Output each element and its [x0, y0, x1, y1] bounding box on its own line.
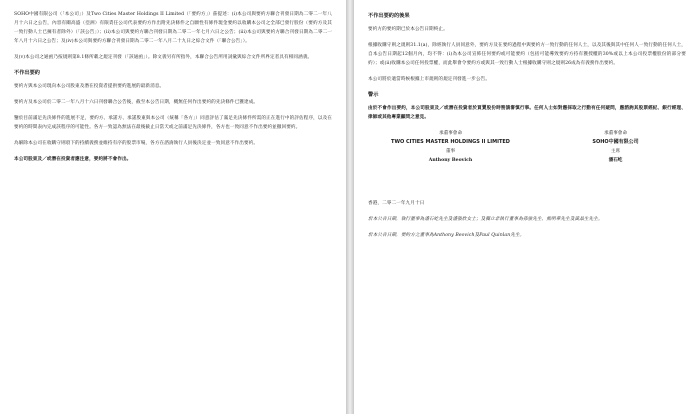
company-name: SOHO中國有限公司: [592, 139, 639, 145]
paragraph-2: 要約方及本公司於二零二一年八月十六日刊發聯合公告後，截至本公告日期，概無任何作出要約的先決條件已獲達成。: [14, 100, 259, 105]
page-gutter: [346, 0, 354, 414]
section-heading-no-offer: 不作出要約: [14, 70, 40, 76]
date-line: 香港，二零二一年九月十日: [368, 201, 425, 206]
signature-block: [368, 129, 686, 199]
warning-statement: 本公司股東及／或潛在投資者應注意，要約將不會作出。: [14, 157, 132, 162]
paragraph-further-announcement: 本公司將於適當時候根據上市規則的規定刊發進一步公告。: [368, 77, 491, 82]
signatory-name: 潘石屹: [608, 158, 623, 163]
paragraph-3: 鑒於目前滿足先決條件的進展不足，要約方、承諾方、承諾股東與本公司（統稱「各方」）同意評估了滿足先決條件所需的正在進行中的評估程序，以及在要約的時間表內完成該程序的可能性。各方一致認為無法在最後截止日當天或之前滿足先決條件，各方也一致同意不作出要約並撤回要約。: [14, 116, 332, 130]
signature-offeror: [368, 129, 533, 165]
signatory-title: 董事: [445, 149, 456, 154]
section-heading-warning: 警示: [368, 92, 379, 98]
by-order-label: 承董事會命: [604, 131, 627, 136]
paragraph-4: 為解除本公司在收購守則項下的持續義務並維持有序的股票市場，各方在諮詢執行人員後決定並一致同意不作出要約。: [14, 141, 259, 146]
right-page: [354, 0, 700, 414]
intro-paragraph-2: 及(v)本公司之通函乃按規則第8.1條所載之規定刊發（「該通函」）。除文義另有所指外，本聯合公告所用詞彙與綜合文件所界定者具有相同涵義。: [14, 55, 313, 60]
offeror-company-name: TWO CITIES MASTER HOLDINGS II LIMITED: [391, 139, 510, 145]
signatory-title: 主席: [610, 149, 621, 154]
section-heading-consequences: 不作出要約的後果: [368, 13, 410, 19]
by-order-label: 承董事會命: [439, 131, 462, 136]
paragraph-1: 要約方與本公司現向本公司股東及潛在投資者提供要約進展的最新消息。: [14, 84, 165, 89]
offeror-directors-note: 於本公告日期，要約方之董事為Anthony Beovich及Paul Quinlan先生。: [368, 233, 525, 238]
signatory-name: Anthony Beovich: [428, 158, 473, 163]
left-page: [0, 0, 346, 414]
intro-paragraph: SOHO中國有限公司（「本公司」）及Two Cities Master Holdings II Limited（「要約方」）茲提述：(i)本公司與要約方聯合刊發日期為二零二一年八月十六日之公告，內容有關高盛（亞洲）有限責任公司代表要約方作出附先決條件之自願性有條件現金要約以收購本公司之全部已發行股份（要約方及其一致行動人士已擁有者除外）（「該公告」）；(ii)本公司與要約方聯合刊發日期為二零二一年七月六日之公告；(iii)本公司與要約方聯合刊發日期為二零二一年八月十六日之公告；及(iv)本公司與要約方聯合刊發日期為二零二一年八月二十九日之綜合文件（「聯合公告」）。: [14, 12, 332, 44]
paragraph-rule-31: 根據收購守則之規則31.1(a)，除經執行人員同意外，要約方及在要約過程中與要約方一致行動的任何人士，以及其後與其中任何人一致行動的任何人士，自本公告日期起12個月內，均不得：(i)為本公司宣佈任何要約或可能要約（包括可能導致要約方持有獲授權的30%或以上本公司投票權股份的部分要約）；或(ii)收購本公司任何投票權，而此舉會令要約方或與其一致行動人士根據收購守則之規則26成為有義務作出要約。: [368, 43, 686, 66]
company-directors-note: 於本公告日期，執行董事為潘石屹先生及潘張欣女士；及獨立非執行董事為孫強先生、熊明華先生及黃晶生先生。: [368, 217, 603, 222]
signature-company: [533, 129, 698, 165]
warning-paragraph: 由於不會作出要約，本公司股東及／或潛在投資者於買賣股份時務請審慎行事。任何人士如對應採取之行動有任何疑問，應諮詢其股票經紀、銀行經理、律師或其他專業顧問之意見。: [368, 106, 686, 120]
paragraph-offer-period: 要約方的要約期已於本公告日期終止。: [368, 27, 448, 32]
